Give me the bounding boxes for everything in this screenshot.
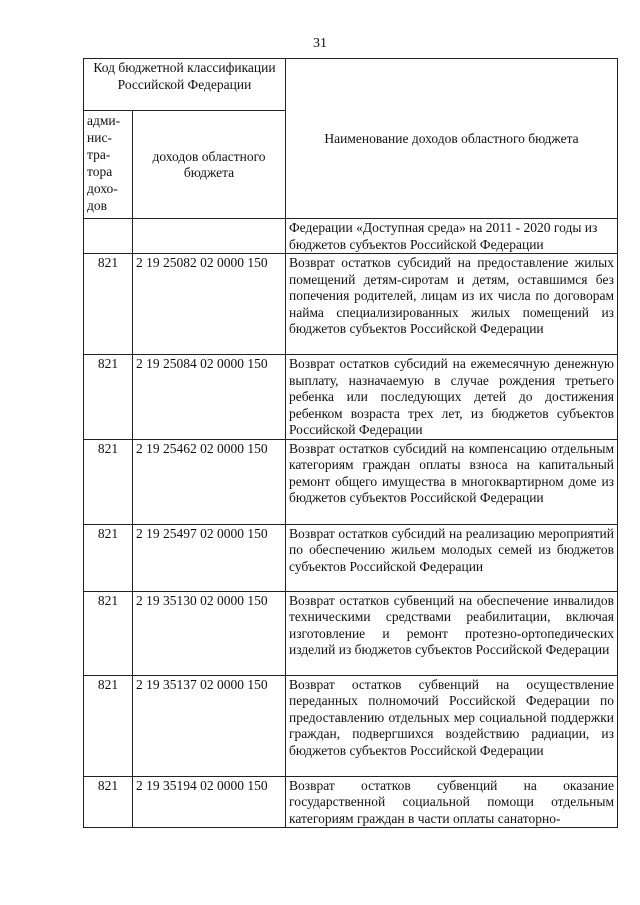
admin-code-cell [84, 219, 133, 254]
admin-code-cell: 821 [84, 524, 133, 591]
budget-code-cell: 2 19 35130 02 0000 150 [133, 591, 286, 675]
income-name-cell: Федерации «Доступная среда» на 2011 - 2020 годы из бюджетов субъектов Российской Федерации [286, 219, 618, 254]
page-number: 31 [313, 36, 327, 51]
table-row [84, 254, 618, 355]
income-name-cell: Возврат остатков субсидий на реализацию мероприятий по обеспечению жильем молодых семей из бюджетов субъектов Российской Федерации [286, 524, 618, 591]
budget-code-cell: 2 19 35194 02 0000 150 [133, 776, 286, 828]
income-name-cell: Возврат остатков субвенций на оказание государственной социальной помощи отдельным категориям граждан в части оплаты санаторно- [286, 776, 618, 828]
budget-code-cell: 2 19 25497 02 0000 150 [133, 524, 286, 591]
income-name-cell: Возврат остатков субвенций на осуществление переданных полномочий Российской Федерации по предоставлению отдельных мер социальной поддержки граждан, подвергшихся воздействию радиации, из бюджетов субъектов Российской Федерации [286, 675, 618, 776]
budget-code-cell [133, 219, 286, 254]
admin-code-cell: 821 [84, 776, 133, 828]
admin-code-cell: 821 [84, 675, 133, 776]
header-name-column: Наименование доходов областного бюджета [286, 59, 618, 219]
budget-code-cell: 2 19 25082 02 0000 150 [133, 254, 286, 355]
budget-code-cell: 2 19 25462 02 0000 150 [133, 439, 286, 524]
table-row [84, 524, 618, 591]
admin-code-cell: 821 [84, 355, 133, 440]
table-row [84, 219, 618, 254]
table-row [84, 776, 618, 828]
budget-code-cell: 2 19 35137 02 0000 150 [133, 675, 286, 776]
income-name-cell: Возврат остатков субсидий на компенсацию отдельным категориям граждан оплаты взноса на капитальный ремонт общего имущества в многоквартирном доме из бюджетов субъектов Российской Федерации [286, 439, 618, 524]
table-row [84, 591, 618, 675]
budget-code-cell: 2 19 25084 02 0000 150 [133, 355, 286, 440]
table-row [84, 439, 618, 524]
budget-classification-table [83, 58, 618, 828]
header-admin-column: адми-нис-тра-тора дохо-дов [84, 111, 133, 219]
header-kbk-title: Код бюджетной классификации Российской Федерации [84, 59, 286, 111]
table-row [84, 675, 618, 776]
table-header-row [84, 59, 618, 111]
income-name-cell: Возврат остатков субсидий на ежемесячную денежную выплату, назначаемую в случае рождения третьего ребенка или последующих детей до достижения ребенком возраста трех лет, из бюджетов субъектов Российской Федерации [286, 355, 618, 440]
admin-code-cell: 821 [84, 591, 133, 675]
admin-code-cell: 821 [84, 439, 133, 524]
income-name-cell: Возврат остатков субсидий на предоставление жилых помещений детям-сиротам и детям, оставшимся без попечения родителей, лицам из их числа по договорам найма специализированных жилых помещений из бюджетов субъектов Российской Федерации [286, 254, 618, 355]
admin-code-cell: 821 [84, 254, 133, 355]
header-income-column: доходов областного бюджета [133, 111, 286, 219]
table-row [84, 355, 618, 440]
income-name-cell: Возврат остатков субвенций на обеспечение инвалидов техническими средствами реабилитации, включая изготовление и ремонт протезно-ортопедических изделий из бюджетов субъектов Российской Федерации [286, 591, 618, 675]
